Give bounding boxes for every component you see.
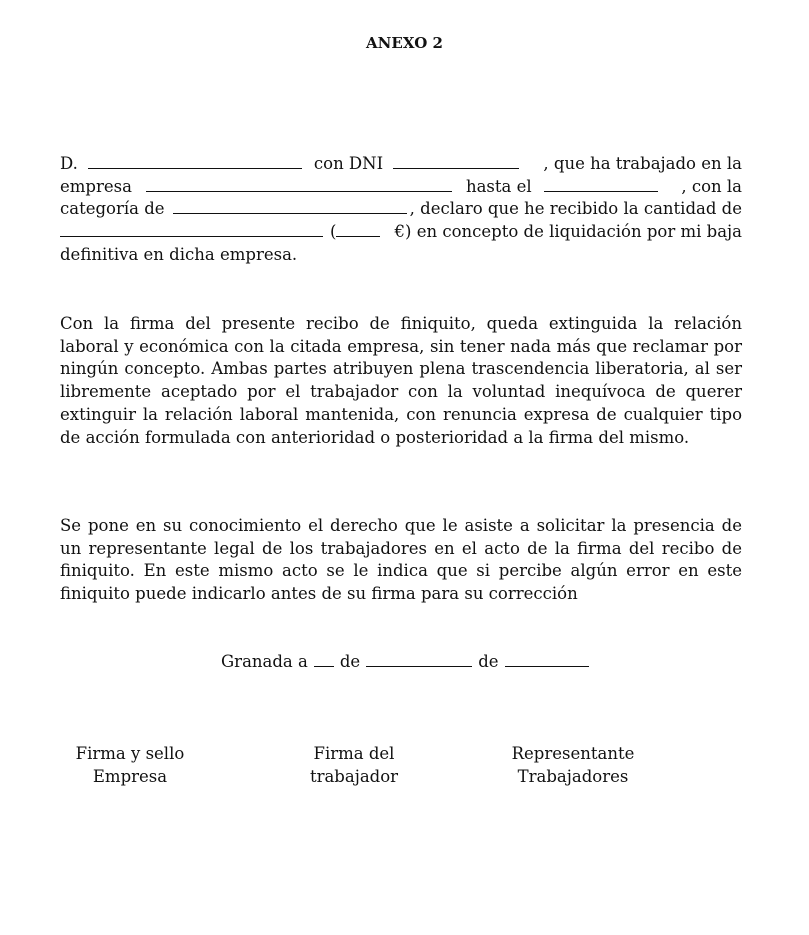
categoria-blank[interactable] [173, 199, 407, 214]
name-blank[interactable] [88, 154, 302, 169]
label-ha-trabajado: , que ha trabajado en la [543, 154, 742, 173]
cantidad-letras-blank[interactable] [60, 222, 323, 237]
signature-representante [500, 742, 646, 788]
label-paren-open: ( [330, 222, 337, 242]
signature-empresa [66, 742, 194, 788]
declaration-line-3 [60, 198, 742, 221]
signature-empresa-line2: Empresa [92, 767, 168, 786]
label-concepto: €) en concepto de liquidación por mi baja [394, 222, 742, 242]
signature-trabajador-line1: Firma del [313, 744, 395, 763]
conocimiento-paragraph: Se pone en su conocimiento el derecho que le asiste a solicitar la presencia de un representante legal de los trabajadores en el acto de la firma del recibo de finiquito. En este mismo acto se le indica que si percibe algún error en este finiquito puede indicarlo antes de su firma para su corrección [60, 516, 742, 604]
year-blank[interactable] [505, 652, 589, 667]
signature-empresa-line1: Firma y sello [75, 744, 185, 763]
signature-trabajador [296, 742, 412, 788]
empresa-blank[interactable] [146, 177, 452, 192]
declaration-paragraph [60, 153, 742, 266]
label-categoria: categoría de [60, 199, 165, 219]
signature-trabajador-line2: trabajador [309, 767, 399, 786]
declaration-line-1 [60, 153, 742, 176]
label-granada: Granada a [221, 652, 308, 671]
label-de-1: de [339, 652, 361, 671]
label-declaro: , declaro que he recibido la cantidad de [409, 199, 742, 219]
label-empresa: empresa [60, 176, 132, 196]
document-title: ANEXO 2 [366, 34, 443, 52]
declaration-line-4 [60, 221, 742, 244]
label-de-2: de [478, 652, 499, 671]
cantidad-euros-blank[interactable] [336, 222, 380, 237]
hasta-blank[interactable] [544, 177, 658, 192]
label-hasta-el: hasta el [465, 176, 532, 196]
day-blank[interactable] [314, 652, 334, 667]
label-con-la: , con la [681, 176, 742, 196]
declaration-line-2 [60, 176, 742, 199]
label-con-dni: con DNI [313, 154, 384, 173]
signature-representante-line2: Trabajadores [517, 767, 629, 786]
finiquito-paragraph: Con la firma del presente recibo de finiquito, queda extinguida la relación laboral y económica con la citada empresa, sin tener nada más que reclamar por ningún concepto. Ambas partes atribuyen plena trascendencia liberatoria, al ser libremente aceptado por el trabajador con la voluntad inequívoca de querer extinguir la relación laboral mantenida, con renuncia expresa de cualquier tipo de acción formulada con anterioridad o posterioridad a la firma del mismo. [60, 314, 742, 447]
date-line [221, 652, 589, 671]
label-d: D. [60, 154, 78, 173]
month-blank[interactable] [366, 652, 472, 667]
declaration-line-5 [60, 244, 742, 267]
signature-representante-line1: Representante [511, 744, 635, 763]
label-definitiva: definitiva en dicha empresa. [60, 244, 298, 264]
dni-blank[interactable] [393, 154, 519, 169]
